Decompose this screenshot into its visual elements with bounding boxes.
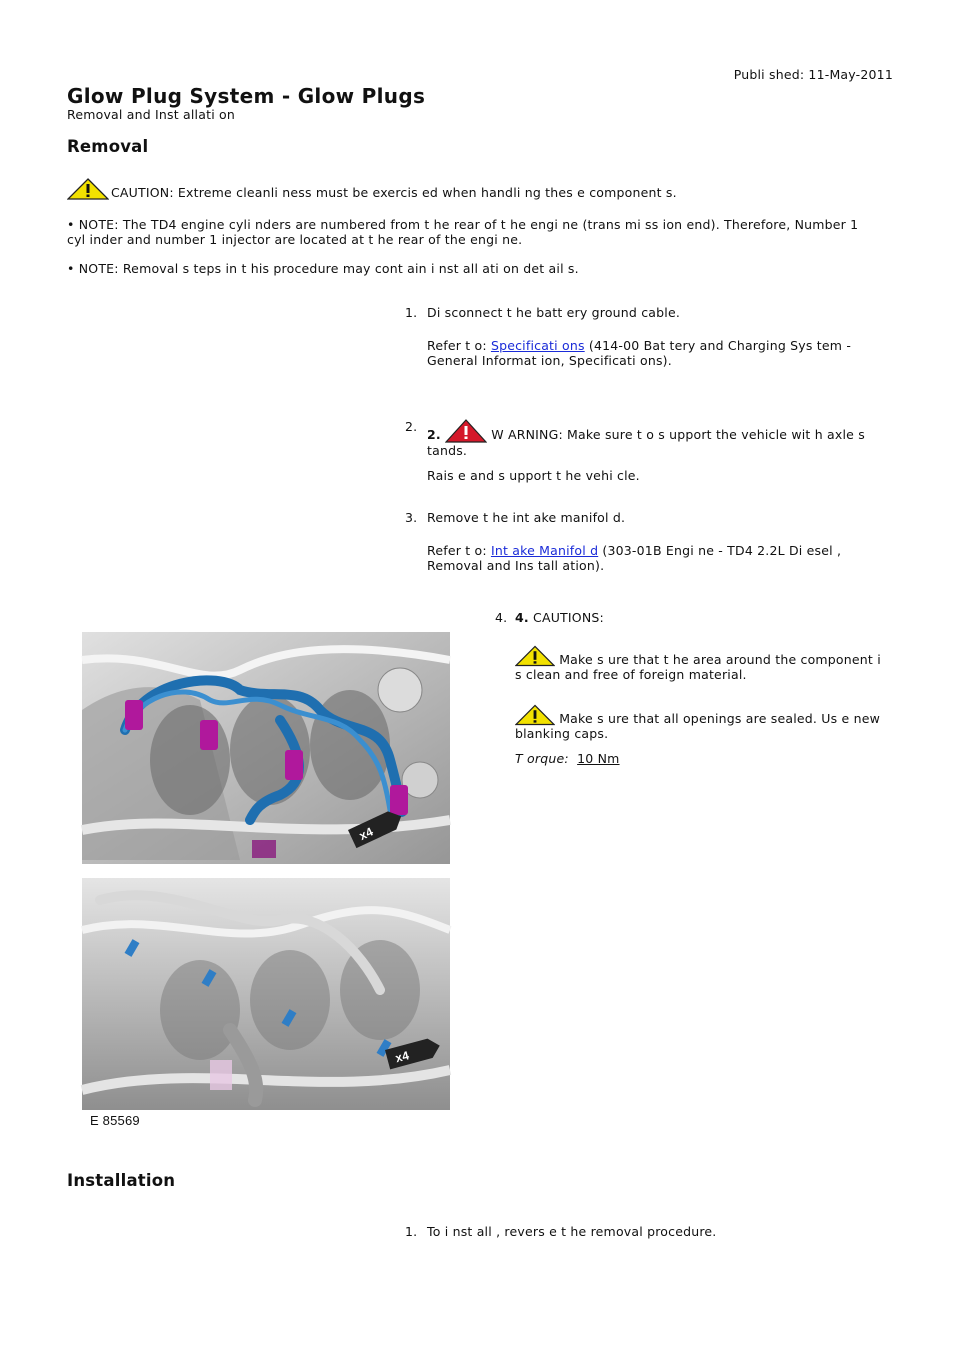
- svg-text:x4: x4: [356, 824, 376, 843]
- specifications-link[interactable]: Specificati ons: [490, 338, 585, 353]
- caution-item-1: Make s ure that t he area around the component i s clean and free of foreign material.: [515, 645, 885, 682]
- caution-item-2: Make s ure that all openings are sealed. Us e new blanking caps.: [515, 704, 885, 741]
- glow-plug-connector: [200, 720, 218, 750]
- step-warning: 2. W ARNING: Make sure t o s upport the vehicle wit h axle s tands.: [427, 419, 877, 458]
- step-reference: Refer t o: Specificati ons (414-00 Bat tery and Charging Sys tem - General Informat ion, Specificati ons).: [427, 338, 852, 368]
- svg-text:x4: x4: [393, 1048, 411, 1066]
- engine-illustration-svg: [80, 630, 452, 1130]
- caution-icon: [515, 645, 555, 667]
- glow-plug-illustration: [80, 630, 452, 1130]
- step-reference: Refer t o: Int ake Manifol d (303-01B Engi ne - TD4 2.2L Di esel , Removal and Ins tall ation).: [427, 543, 842, 573]
- removal-heading: Removal: [67, 137, 149, 156]
- figure-label: E 85569: [90, 1113, 140, 1128]
- bottom-view-panel: [82, 878, 450, 1110]
- step-number: 2.: [405, 419, 418, 434]
- published-date: Publi shed: 11-May-2011: [733, 67, 893, 82]
- intake-manifold-link[interactable]: Int ake Manifol d: [490, 543, 599, 558]
- torque-spec: T orque: 10 Nm: [515, 751, 620, 766]
- glow-plug-connector: [390, 785, 408, 815]
- step-text: Rais e and s upport t he vehi cle.: [427, 468, 640, 483]
- caution-text: CAUTION: Extreme cleanli ness must be exercis ed when handli ng thes e component s.: [111, 185, 677, 200]
- caution-icon: [67, 178, 109, 200]
- step-cautions-label: 4. CAUTIONS:: [515, 610, 604, 625]
- note-cylinder-numbering: • NOTE: The TD4 engine cyli nders are numbered from t he rear of t he engi ne (trans mi ss ion end). Therefore, Number 1 cyl inder and number 1 injector are located at t he rear of the engi ne.: [67, 217, 859, 247]
- glow-plug-connector: [125, 700, 143, 730]
- caution-icon: [515, 704, 555, 726]
- page-subtitle: Removal and Inst allati on: [67, 107, 236, 122]
- step-number: 3.: [405, 510, 418, 525]
- glow-plug-connector: [285, 750, 303, 780]
- step-text: Remove t he int ake manifol d.: [427, 510, 626, 525]
- step-number: 4.: [495, 610, 508, 625]
- warning-icon: [445, 419, 487, 443]
- caution-general: [67, 178, 677, 200]
- step-number: 1.: [405, 305, 418, 320]
- step-text: To i nst all , revers e t he removal procedure.: [427, 1224, 717, 1239]
- step-text: Di sconnect t he batt ery ground cable.: [427, 305, 681, 320]
- installation-heading: Installation: [67, 1171, 176, 1190]
- top-view-panel: [82, 632, 450, 864]
- note-removal-steps: • NOTE: Removal s teps in t his procedure may cont ain i nst all ati on det ail s.: [67, 261, 579, 276]
- step-number: 1.: [405, 1224, 418, 1239]
- page-title: Glow Plug System - Glow Plugs: [67, 84, 426, 108]
